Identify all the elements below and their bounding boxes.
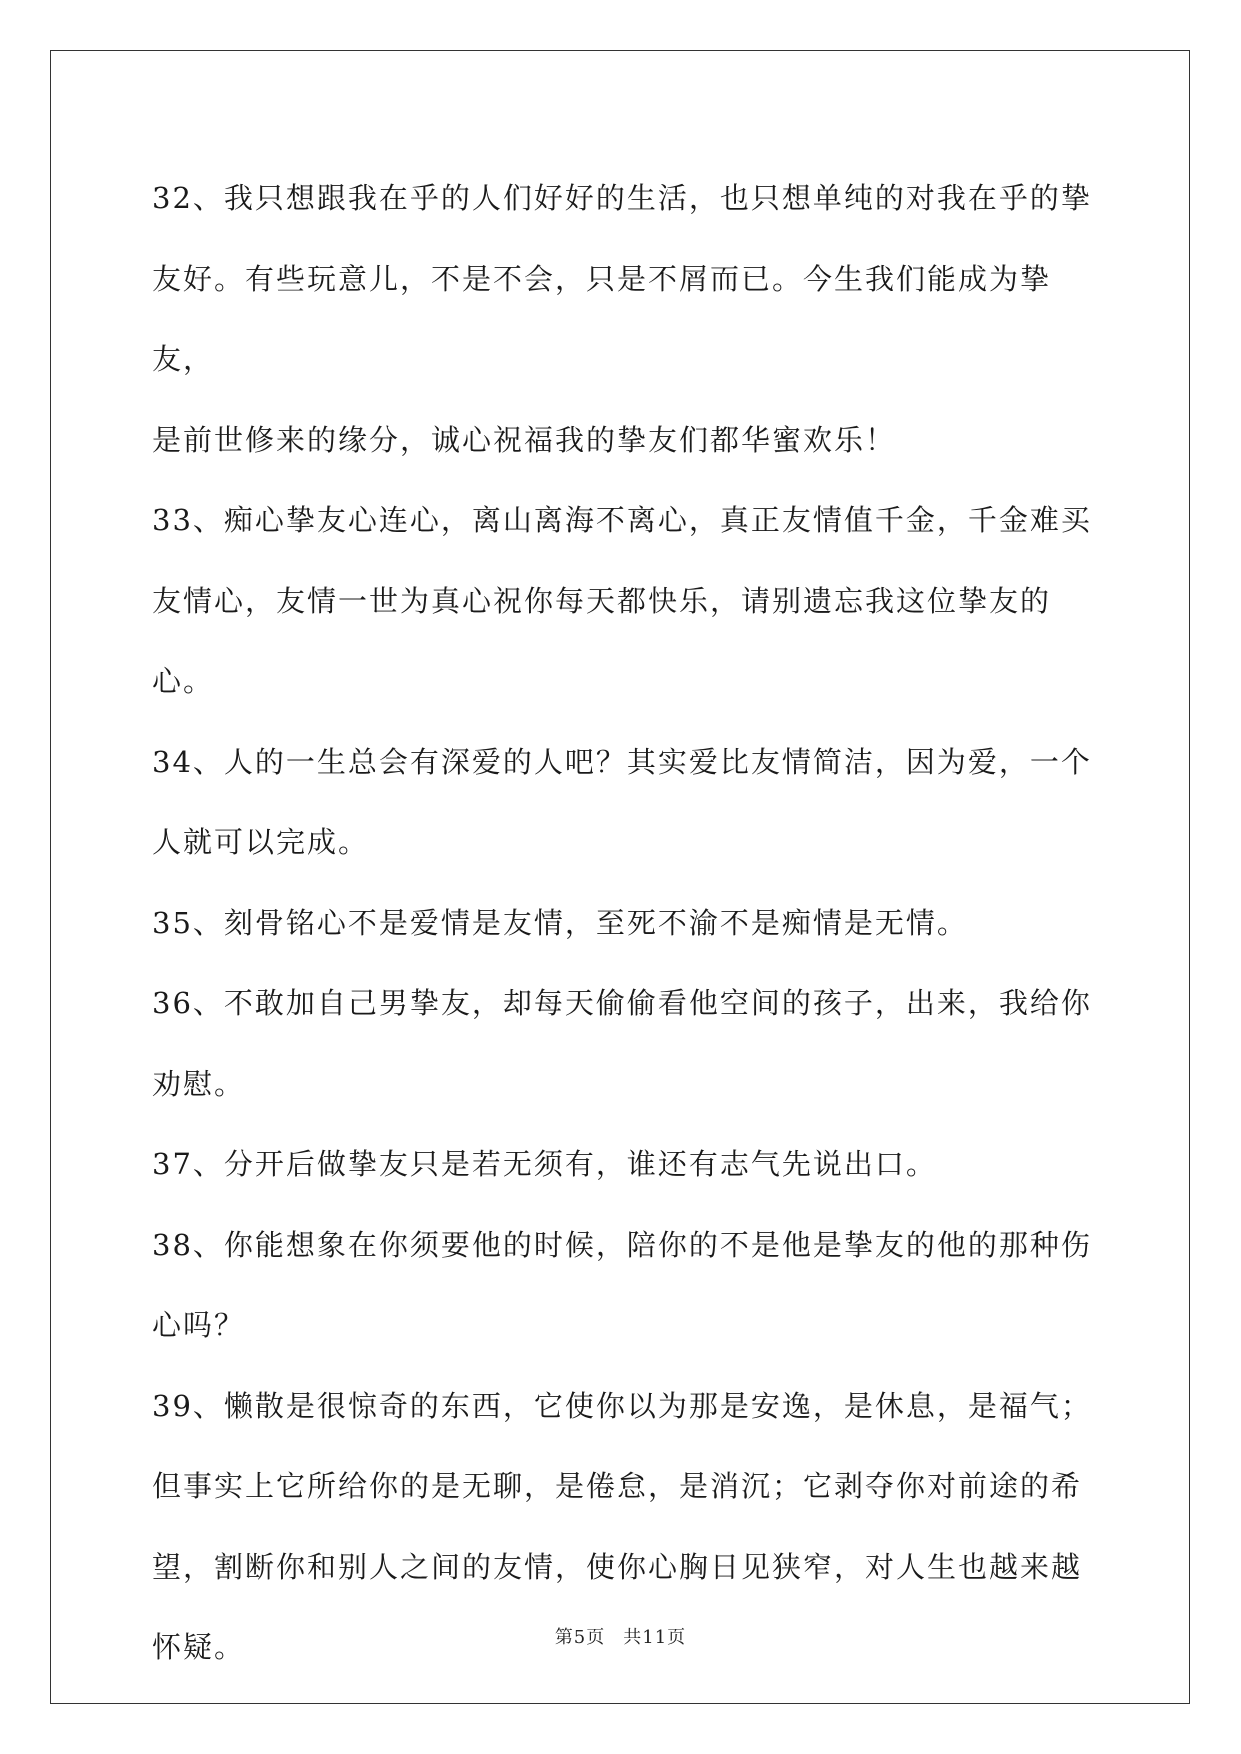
text-line: 友好。有些玩意儿，不是不会，只是不屑而已。今生我们能成为挚友， <box>152 261 1052 376</box>
text-line: 38、你能想象在你须要他的时候，陪你的不是他是挚友的他的那种伤 <box>152 1227 1092 1262</box>
text-line: 怀疑。 <box>152 1630 246 1664</box>
text-line: 是前世修来的缘分，诚心祝福我的挚友们都华蜜欢乐！ <box>152 422 897 457</box>
text-line: 但事实上它所给你的是无聊，是倦怠，是消沉；它剥夺你对前途的希 <box>152 1469 1083 1503</box>
text-line: 34、人的一生总会有深爱的人吧？其实爱比友情简洁，因为爱，一个 <box>152 744 1092 779</box>
text-line: 人就可以完成。 <box>152 825 370 859</box>
text-line: 35、刻骨铭心不是爱情是友情，至死不渝不是痴情是无情。 <box>152 905 968 940</box>
page-footer <box>0 1623 1241 1649</box>
page-total: 共11页 <box>623 1627 687 1648</box>
text-line: 望，割断你和别人之间的友情，使你心胸日见狭窄，对人生也越来越 <box>152 1549 1083 1584</box>
text-line: 劝慰。 <box>152 1066 246 1101</box>
text-line: 32、我只想跟我在乎的人们好好的生活，也只想单纯的对我在乎的挚 <box>152 181 1092 215</box>
text-line: 36、不敢加自己男挚友，却每天偷偷看他空间的孩子，出来，我给你 <box>152 986 1092 1020</box>
page-number: 第5页 <box>554 1627 606 1648</box>
text-line: 33、痴心挚友心连心，离山离海不离心，真正友情值千金，千金难买 <box>152 503 1092 537</box>
text-line: 友情心，友情一世为真心祝你每天都快乐，请别遗忘我这位挚友的心。 <box>152 583 1052 698</box>
document-body <box>152 158 1102 1688</box>
text-line: 39、懒散是很惊奇的东西，它使你以为那是安逸，是休息，是福气； <box>152 1388 1092 1423</box>
text-line: 37、分开后做挚友只是若无须有，谁还有志气先说出口。 <box>152 1147 937 1181</box>
text-line: 心吗？ <box>152 1308 246 1342</box>
